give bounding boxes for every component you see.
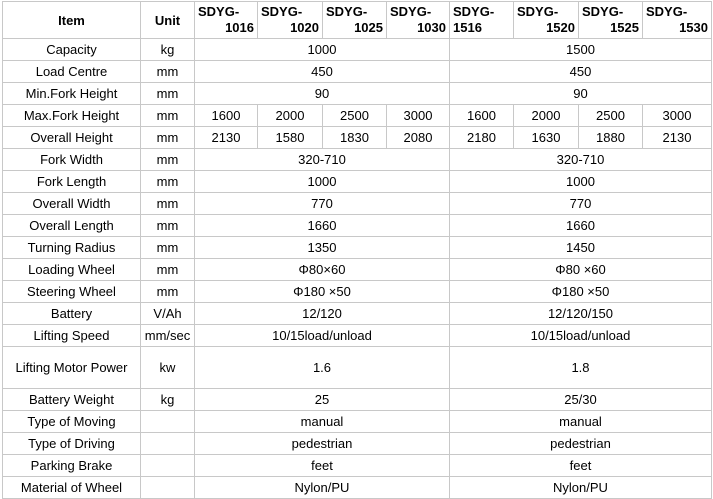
row-unit: mm/sec [141, 325, 195, 347]
row-unit: kg [141, 389, 195, 411]
table-row [3, 149, 712, 171]
row-value-left: 90 [195, 83, 450, 105]
model-prefix: SDYG- [517, 4, 559, 19]
row-unit: V/Ah [141, 303, 195, 325]
row-value-left: 10/15load/unload [195, 325, 450, 347]
table-row [3, 171, 712, 193]
row-value-right: 90 [450, 83, 712, 105]
row-item: Fork Width [3, 149, 141, 171]
table-row [3, 411, 712, 433]
row-item: Loading Wheel [3, 259, 141, 281]
table-row [3, 389, 712, 411]
row-value-left: Φ180 ×50 [195, 281, 450, 303]
model-number: 1025 [354, 20, 383, 35]
row-value: 1600 [195, 105, 258, 127]
model-number: 1516 [453, 20, 482, 35]
row-value-left: 1660 [195, 215, 450, 237]
row-item: Lifting Speed [3, 325, 141, 347]
model-number: 1530 [679, 20, 708, 35]
row-value-right: 1660 [450, 215, 712, 237]
model-prefix: SDYG- [646, 4, 688, 19]
row-unit: kg [141, 39, 195, 61]
table-row [3, 303, 712, 325]
table-row [3, 237, 712, 259]
row-value-left: 320-710 [195, 149, 450, 171]
header-model [643, 2, 712, 39]
row-value-right: 1500 [450, 39, 712, 61]
row-value: 2180 [450, 127, 514, 149]
model-prefix: SDYG- [453, 4, 495, 19]
row-unit [141, 477, 195, 499]
model-number: 1525 [610, 20, 639, 35]
row-unit: kw [141, 347, 195, 389]
row-value-left: 1000 [195, 171, 450, 193]
header-model [387, 2, 450, 39]
table-row [3, 39, 712, 61]
row-item: Overall Length [3, 215, 141, 237]
row-value-left: 1350 [195, 237, 450, 259]
row-value-right: feet [450, 455, 712, 477]
row-unit: mm [141, 105, 195, 127]
table-row [3, 127, 712, 149]
table-row [3, 325, 712, 347]
header-model [579, 2, 643, 39]
row-unit: mm [141, 61, 195, 83]
row-unit: mm [141, 171, 195, 193]
row-item: Lifting Motor Power [3, 347, 141, 389]
row-item: Capacity [3, 39, 141, 61]
header-model [323, 2, 387, 39]
row-value: 1880 [579, 127, 643, 149]
row-value-right: Φ180 ×50 [450, 281, 712, 303]
row-value-right: 1450 [450, 237, 712, 259]
row-value-left: Φ80×60 [195, 259, 450, 281]
row-value-right: 1.8 [450, 347, 712, 389]
row-item: Turning Radius [3, 237, 141, 259]
row-item: Type of Moving [3, 411, 141, 433]
row-value-left: 12/120 [195, 303, 450, 325]
row-value-right: 1000 [450, 171, 712, 193]
row-unit: mm [141, 127, 195, 149]
row-unit: mm [141, 281, 195, 303]
model-prefix: SDYG- [582, 4, 624, 19]
model-prefix: SDYG- [326, 4, 368, 19]
row-value-left: 25 [195, 389, 450, 411]
row-value-right: 320-710 [450, 149, 712, 171]
row-value-left: 1000 [195, 39, 450, 61]
row-value-left: 770 [195, 193, 450, 215]
row-unit [141, 455, 195, 477]
model-number: 1030 [417, 20, 446, 35]
model-prefix: SDYG- [390, 4, 432, 19]
row-item: Overall Width [3, 193, 141, 215]
row-value: 2500 [323, 105, 387, 127]
row-item: Max.Fork Height [3, 105, 141, 127]
row-item: Type of Driving [3, 433, 141, 455]
row-value-right: 12/120/150 [450, 303, 712, 325]
model-number: 1016 [225, 20, 254, 35]
row-unit: mm [141, 215, 195, 237]
row-item: Battery Weight [3, 389, 141, 411]
row-unit: mm [141, 237, 195, 259]
row-value: 1580 [258, 127, 323, 149]
header-item: Item [3, 2, 141, 39]
model-number: 1520 [546, 20, 575, 35]
row-value: 1630 [514, 127, 579, 149]
row-value: 3000 [643, 105, 712, 127]
row-value-left: 450 [195, 61, 450, 83]
table-row [3, 281, 712, 303]
header-model [258, 2, 323, 39]
row-unit [141, 411, 195, 433]
row-value-right: Φ80 ×60 [450, 259, 712, 281]
header-unit: Unit [141, 2, 195, 39]
model-prefix: SDYG- [198, 4, 240, 19]
row-value-left: pedestrian [195, 433, 450, 455]
table-row [3, 215, 712, 237]
row-item: Material of Wheel [3, 477, 141, 499]
row-item: Parking Brake [3, 455, 141, 477]
row-unit: mm [141, 259, 195, 281]
table-row [3, 61, 712, 83]
row-value-right: 25/30 [450, 389, 712, 411]
row-item: Battery [3, 303, 141, 325]
row-value-right: 450 [450, 61, 712, 83]
row-unit: mm [141, 193, 195, 215]
row-value: 3000 [387, 105, 450, 127]
row-value: 2130 [643, 127, 712, 149]
row-value: 1830 [323, 127, 387, 149]
table-row [3, 433, 712, 455]
table-row [3, 193, 712, 215]
row-value: 2130 [195, 127, 258, 149]
row-value-left: manual [195, 411, 450, 433]
row-value-left: 1.6 [195, 347, 450, 389]
row-item: Min.Fork Height [3, 83, 141, 105]
row-value: 1600 [450, 105, 514, 127]
row-value-right: 770 [450, 193, 712, 215]
table-row [3, 455, 712, 477]
table-row [3, 83, 712, 105]
row-item: Fork Length [3, 171, 141, 193]
row-value-right: 10/15load/unload [450, 325, 712, 347]
row-unit: mm [141, 83, 195, 105]
row-value-left: feet [195, 455, 450, 477]
table-row [3, 477, 712, 499]
row-value: 2080 [387, 127, 450, 149]
row-value-right: Nylon/PU [450, 477, 712, 499]
header-model [514, 2, 579, 39]
row-value: 2500 [579, 105, 643, 127]
header-model [195, 2, 258, 39]
row-item: Steering Wheel [3, 281, 141, 303]
header-row [3, 2, 712, 39]
row-value: 2000 [514, 105, 579, 127]
row-unit [141, 433, 195, 455]
model-number: 1020 [290, 20, 319, 35]
table-row [3, 105, 712, 127]
row-value-right: manual [450, 411, 712, 433]
row-value-left: Nylon/PU [195, 477, 450, 499]
row-value: 2000 [258, 105, 323, 127]
row-value-right: pedestrian [450, 433, 712, 455]
row-item: Load Centre [3, 61, 141, 83]
model-prefix: SDYG- [261, 4, 303, 19]
header-model [450, 2, 514, 39]
row-unit: mm [141, 149, 195, 171]
spec-table [2, 1, 712, 499]
table-row [3, 259, 712, 281]
row-item: Overall Height [3, 127, 141, 149]
table-row [3, 347, 712, 389]
